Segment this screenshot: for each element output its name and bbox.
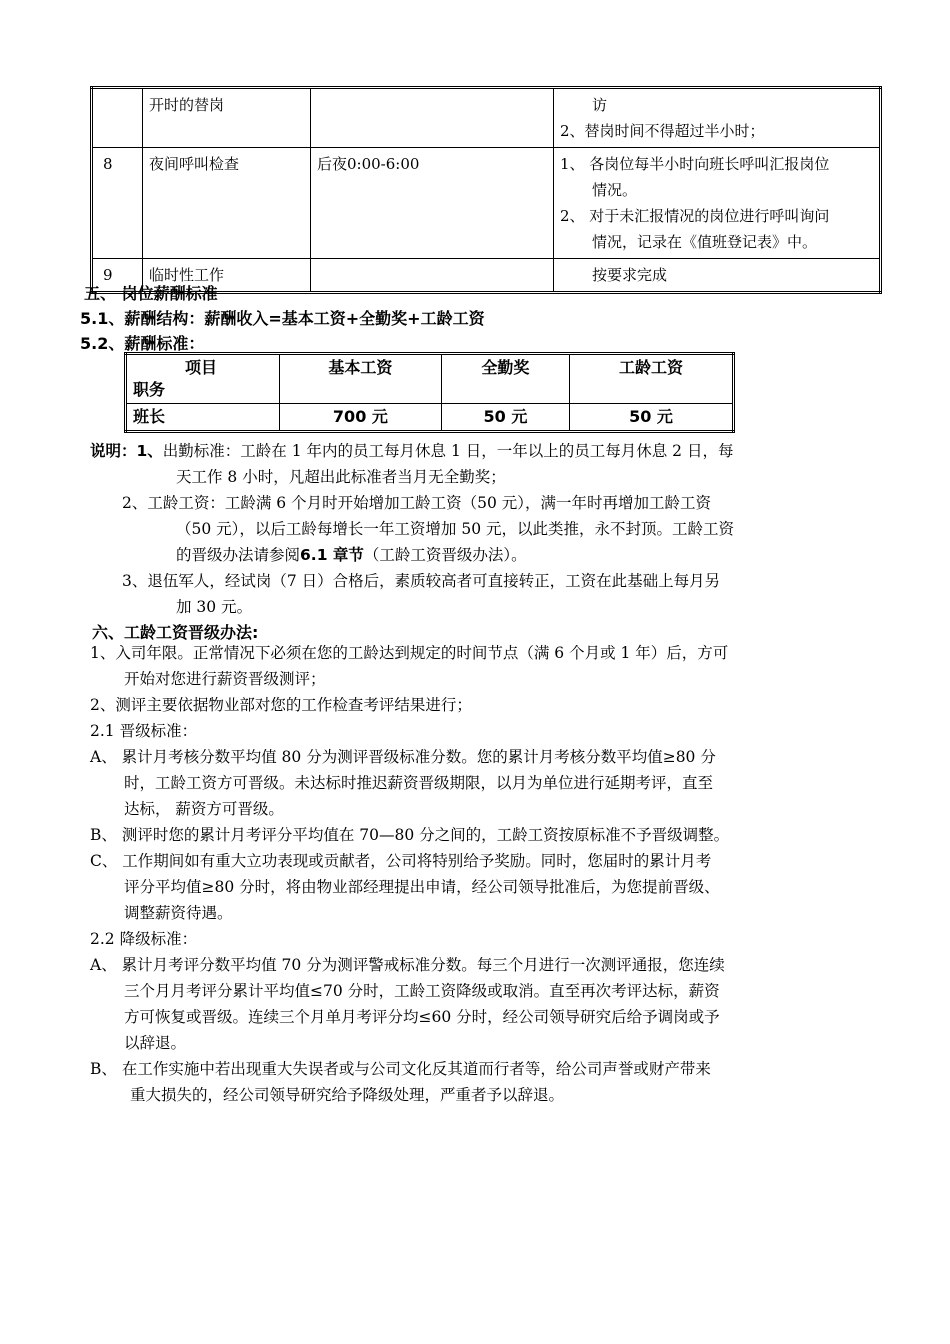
header-seniority-pay: 工龄工资 bbox=[570, 354, 734, 404]
s6-A-line-3: 达标， 薪资方可晋级。 bbox=[124, 800, 284, 818]
s6-p1-line-1: 1、入司年限。正常情况下必须在您的工龄达到规定的时间节点（满 6 个月或 1 年）后，方可 bbox=[90, 644, 729, 662]
table-row bbox=[126, 404, 734, 432]
s6-C-line-2: 评分平均值≥80 分时，将由物业部经理提出申请，经公司领导批准后，为您提前晋级、 bbox=[124, 878, 720, 896]
row-label-cell: 班长 bbox=[126, 404, 280, 432]
s6-DA-line-2: 三个月月考评分累计平均值≤70 分时，工龄工资降级或取消。直至再次考评达标，薪资 bbox=[124, 982, 720, 1000]
s6-DA-line-3: 方可恢复或晋级。连续三个月单月考评分均≤60 分时，经公司领导研究后给予调岗或予 bbox=[124, 1008, 720, 1026]
note-3-line-1: 3、退伍军人，经试岗（7 日）合格后，素质较高者可直接转正，工资在此基础上每月另 bbox=[122, 572, 721, 590]
header-basic-salary: 基本工资 bbox=[280, 354, 442, 404]
requirement-line: 情况。 bbox=[592, 181, 638, 199]
cell-no bbox=[92, 88, 143, 148]
section-5-2: 5.2、薪酬标准： bbox=[80, 334, 205, 353]
chapter-reference: 6.1 章节 bbox=[300, 546, 364, 564]
s6-A-line-1: A、 累计月考核分数平均值 80 分为测评晋级标准分数。您的累计月考核分数平均值≥80 分 bbox=[90, 748, 716, 766]
section-5-1: 5.1、薪酬结构：薪酬收入=基本工资+全勤奖+工龄工资 bbox=[80, 309, 485, 328]
note-2-line-3 bbox=[176, 542, 527, 568]
duty-table bbox=[90, 86, 882, 294]
cell-no: 9 bbox=[92, 259, 143, 293]
requirement-line: 访 bbox=[592, 96, 608, 114]
cell-requirement bbox=[554, 148, 881, 259]
s6-2-1-heading: 2.1 晋级标准： bbox=[90, 722, 198, 740]
note-1-line-2: 天工作 8 小时，凡超出此标准者当月无全勤奖； bbox=[176, 468, 506, 486]
note-2-line-1: 2、工龄工资：工龄满 6 个月时开始增加工龄工资（50 元），满一年时再增加工龄工资 bbox=[122, 494, 711, 512]
s6-p2: 2、测评主要依据物业部对您的工作检查考评结果进行； bbox=[90, 696, 472, 714]
cell-time: 后夜0:00-6:00 bbox=[311, 148, 554, 259]
cell-item: 临时性工作 bbox=[143, 259, 311, 293]
s6-A-line-2: 时，工龄工资方可晋级。未达标时推迟薪资晋级期限，以月为单位进行延期考评，直至 bbox=[124, 774, 714, 792]
s6-DB-line-2: 重大损失的，经公司领导研究给予降级处理，严重者予以辞退。 bbox=[130, 1086, 565, 1104]
cell-item: 夜间呼叫检查 bbox=[143, 148, 311, 259]
table-row bbox=[92, 148, 881, 259]
s6-B-line-1: B、 测评时您的累计月考评分平均值在 70—80 分之间的，工龄工资按原标准不予晋级调整。 bbox=[90, 826, 730, 844]
s6-C-line-1: C、 工作期间如有重大立功表现或贡献者，公司将特别给予奖励。同时，您届时的累计月考 bbox=[90, 852, 712, 870]
note-3-line-2: 加 30 元。 bbox=[176, 598, 253, 616]
value-seniority-pay: 50 元 bbox=[570, 404, 734, 432]
s6-DA-line-4: 以辞退。 bbox=[124, 1034, 187, 1052]
s6-C-line-3: 调整薪资待遇。 bbox=[124, 904, 233, 922]
cell-time bbox=[311, 259, 554, 293]
note-2-text-end: （工龄工资晋级办法）。 bbox=[363, 546, 527, 564]
salary-table bbox=[124, 352, 735, 433]
header-position-label: 职务 bbox=[133, 380, 166, 399]
requirement-line: 1、 各岗位每半小时向班长呼叫汇报岗位 bbox=[560, 155, 830, 173]
cell-no: 8 bbox=[92, 148, 143, 259]
diagonal-header-cell bbox=[126, 354, 280, 404]
note-2-line-2: （50 元），以后工龄每增长一年工资增加 50 元，以此类推，永不封顶。工龄工资 bbox=[176, 520, 734, 538]
note-label: 说明：1、 bbox=[90, 442, 163, 460]
table-row bbox=[92, 88, 881, 148]
header-item-label: 项目 bbox=[185, 358, 218, 377]
s6-2-2-heading: 2.2 降级标准： bbox=[90, 930, 198, 948]
s6-DA-line-1: A、 累计月考评分数平均值 70 分为测评警戒标准分数。每三个月进行一次测评通报，您连续 bbox=[90, 956, 725, 974]
note-1-line-1 bbox=[90, 438, 733, 464]
table-header-row bbox=[126, 354, 734, 404]
cell-requirement bbox=[554, 88, 881, 148]
section-6-title: 六、工龄工资晋级办法: bbox=[92, 623, 259, 642]
requirement-line: 情况，记录在《值班登记表》中。 bbox=[592, 233, 818, 251]
value-attendance-bonus: 50 元 bbox=[441, 404, 569, 432]
cell-item: 开时的替岗 bbox=[143, 88, 311, 148]
cell-requirement bbox=[554, 259, 881, 293]
section-5-title: 五、 岗位薪酬标准 bbox=[84, 284, 218, 303]
value-basic-salary: 700 元 bbox=[280, 404, 442, 432]
s6-p1-line-2: 开始对您进行薪资晋级测评； bbox=[124, 670, 326, 688]
requirement-line: 按要求完成 bbox=[592, 266, 668, 284]
note-2-text: 的晋级办法请参阅 bbox=[176, 546, 301, 564]
cell-time bbox=[311, 88, 554, 148]
header-attendance-bonus: 全勤奖 bbox=[441, 354, 569, 404]
s6-DB-line-1: B、 在工作实施中若出现重大失误者或与公司文化反其道而行者等，给公司声誉或财产带来 bbox=[90, 1060, 711, 1078]
note-1-text: 出勤标准：工龄在 1 年内的员工每月休息 1 日，一年以上的员工每月休息 2 日，每 bbox=[162, 442, 734, 460]
requirement-line: 2、 对于未汇报情况的岗位进行呼叫询问 bbox=[560, 207, 830, 225]
requirement-line: 2、替岗时间不得超过半小时； bbox=[560, 122, 765, 140]
